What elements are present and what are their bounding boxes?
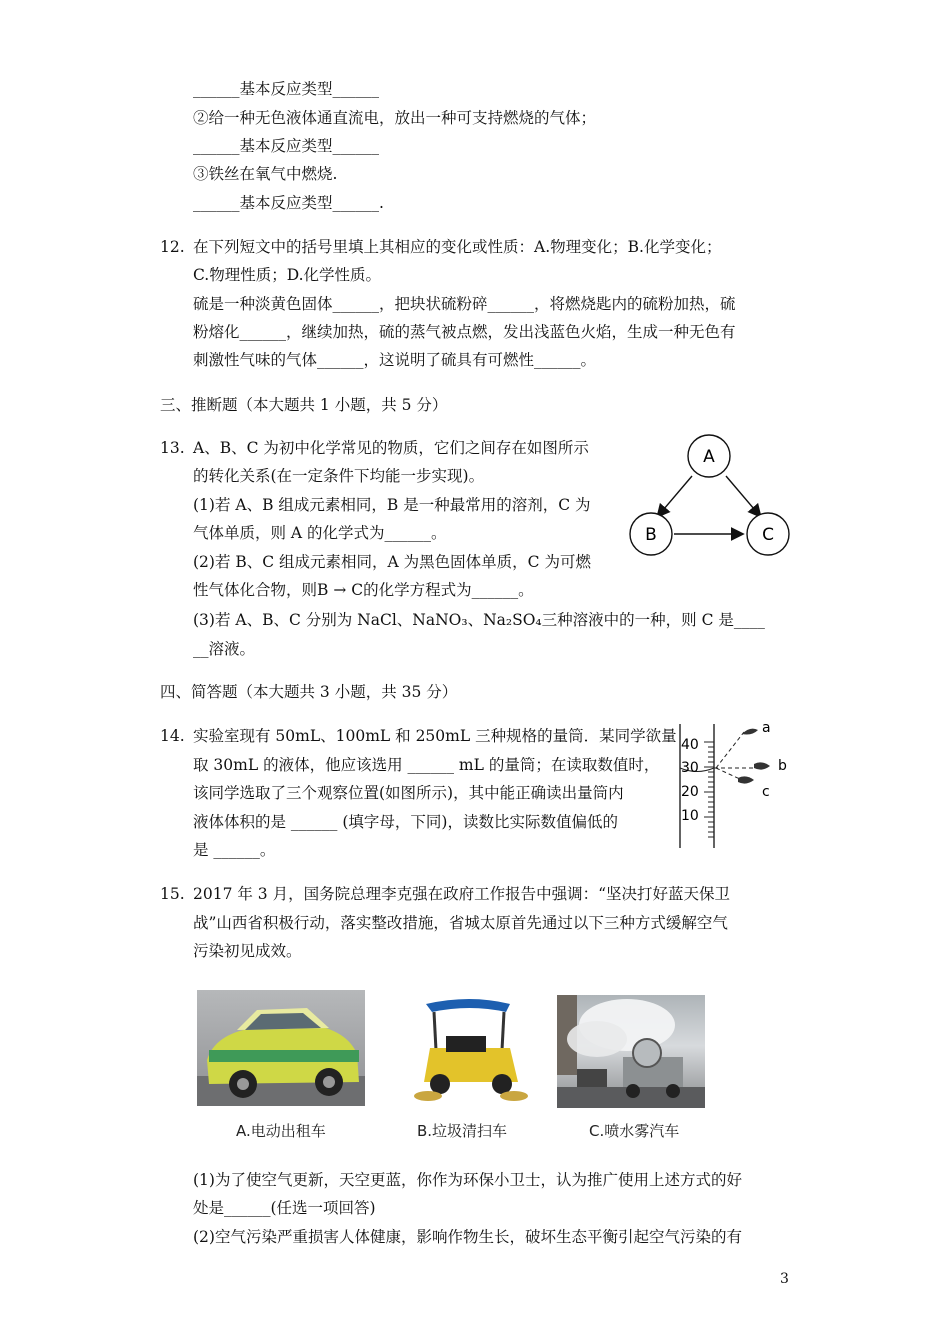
q13-line-5: (2)若 B、C 组成元素相同，A 为黑色固体单质，C 为可燃	[193, 553, 591, 571]
q12-line-1: 在下列短文中的括号里填上其相应的变化或性质：A.物理变化；B.化学变化；	[193, 238, 722, 256]
eye-b-icon	[754, 762, 770, 769]
q12-line-4: 粉熔化______，继续加热，硫的蒸气被点燃，发出浅蓝色火焰，生成一种无色有	[193, 323, 736, 341]
q13-line-7: (3)若 A、B、C 分别为 NaCl、NaNO₃、Na₂SO₄三种溶液中的一种，则 C 是____	[193, 611, 765, 629]
q13-line-1: A、B、C 为初中化学常见的物质，它们之间存在如图所示	[193, 439, 589, 457]
abc-conversion-diagram	[622, 432, 798, 560]
q13-line-8: __溶液。	[193, 640, 256, 658]
caption-water-mist-truck: C.喷水雾汽车	[589, 1122, 680, 1140]
q14-line-1: 实验室现有 50mL、100mL 和 250mL 三种规格的量筒．某同学欲量	[193, 727, 677, 745]
q15-line-3: 污染初见成效。	[193, 942, 302, 960]
q11-line-c: ______基本反应类型______.	[193, 194, 384, 212]
graduated-cylinder-figure	[676, 720, 794, 852]
eye-label-c: c	[762, 784, 770, 800]
electric-taxi-photo	[197, 990, 365, 1106]
arrow-a-to-c	[726, 476, 760, 516]
q13-number: 13.	[160, 439, 185, 457]
node-a-label: A	[703, 447, 715, 467]
q12-line-2: C.物理性质；D.化学性质。	[193, 266, 382, 284]
eye-a-icon	[742, 729, 758, 735]
q14-line-3: 该同学选取了三个观察位置(如图所示)，其中能正确读出量筒内	[193, 784, 624, 802]
q13-line-4: 气体单质，则 A 的化学式为______。	[193, 524, 447, 542]
q13-line-6: 性气体化合物，则B → C的化学方程式为______。	[193, 581, 534, 599]
page-number: 3	[780, 1271, 789, 1287]
tick-label-20: 20	[681, 784, 699, 800]
caption-electric-taxi: A.电动出租车	[236, 1122, 326, 1140]
q15-line-2: 战”山西省积极行动，落实整改措施，省城太原首先通过以下三种方式缓解空气	[193, 914, 728, 932]
q15-sub1-line-1: (1)为了使空气更新，天空更蓝，你作为环保小卫士，认为推广使用上述方式的好	[193, 1171, 742, 1189]
caption-street-sweeper: B.垃圾清扫车	[417, 1122, 508, 1140]
q11-line-a: ______基本反应类型______	[193, 80, 380, 98]
q15-number: 15.	[160, 885, 185, 903]
node-c-label: C	[762, 525, 774, 545]
q15-sub2-line-1: (2)空气污染严重损害人体健康，影响作物生长，破坏生态平衡引起空气污染的有	[193, 1228, 742, 1246]
arrow-a-to-b	[658, 476, 692, 516]
tick-label-40: 40	[681, 737, 699, 753]
section-3-heading: 三、推断题（本大题共 1 小题，共 5 分）	[160, 396, 448, 414]
eye-c-icon	[738, 776, 754, 783]
street-sweeper-photo	[410, 992, 530, 1106]
q14-line-5: 是 ______。	[193, 841, 276, 859]
eye-label-a: a	[762, 720, 771, 736]
q11-line-b: ______基本反应类型______	[193, 137, 380, 155]
water-mist-truck-photo	[557, 995, 705, 1108]
q12-line-5: 刺激性气味的气体______，这说明了硫具有可燃性______。	[193, 351, 597, 369]
q12-number: 12.	[160, 238, 185, 256]
node-b-label: B	[645, 525, 657, 545]
q14-line-2: 取 30mL 的液体，他应该选用 ______ mL 的量筒；在读取数值时，	[193, 756, 660, 774]
section-4-heading: 四、简答题（本大题共 3 小题，共 35 分）	[160, 683, 458, 701]
tick-label-30: 30	[681, 760, 699, 776]
q11-item-3: ③铁丝在氧气中燃烧.	[193, 165, 338, 183]
q15-line-1: 2017 年 3 月，国务院总理李克强在政府工作报告中强调：“坚决打好蓝天保卫	[193, 885, 731, 903]
q15-sub1-line-2: 处是______(任选一项回答)	[193, 1199, 376, 1217]
q12-line-3: 硫是一种淡黄色固体______，把块状硫粉碎______，将燃烧匙内的硫粉加热，硫	[193, 295, 736, 313]
eye-label-b: b	[778, 758, 787, 774]
q14-number: 14.	[160, 727, 185, 745]
q13-line-3: (1)若 A、B 组成元素相同，B 是一种最常用的溶剂，C 为	[193, 496, 591, 514]
q11-item-2: ②给一种无色液体通直流电，放出一种可支持燃烧的气体；	[193, 109, 597, 127]
q14-line-4: 液体体积的是 ______ (填字母，下同)，读数比实际数值偏低的	[193, 813, 618, 831]
tick-label-10: 10	[681, 808, 699, 824]
q13-line-2: 的转化关系(在一定条件下均能一步实现)。	[193, 467, 485, 485]
